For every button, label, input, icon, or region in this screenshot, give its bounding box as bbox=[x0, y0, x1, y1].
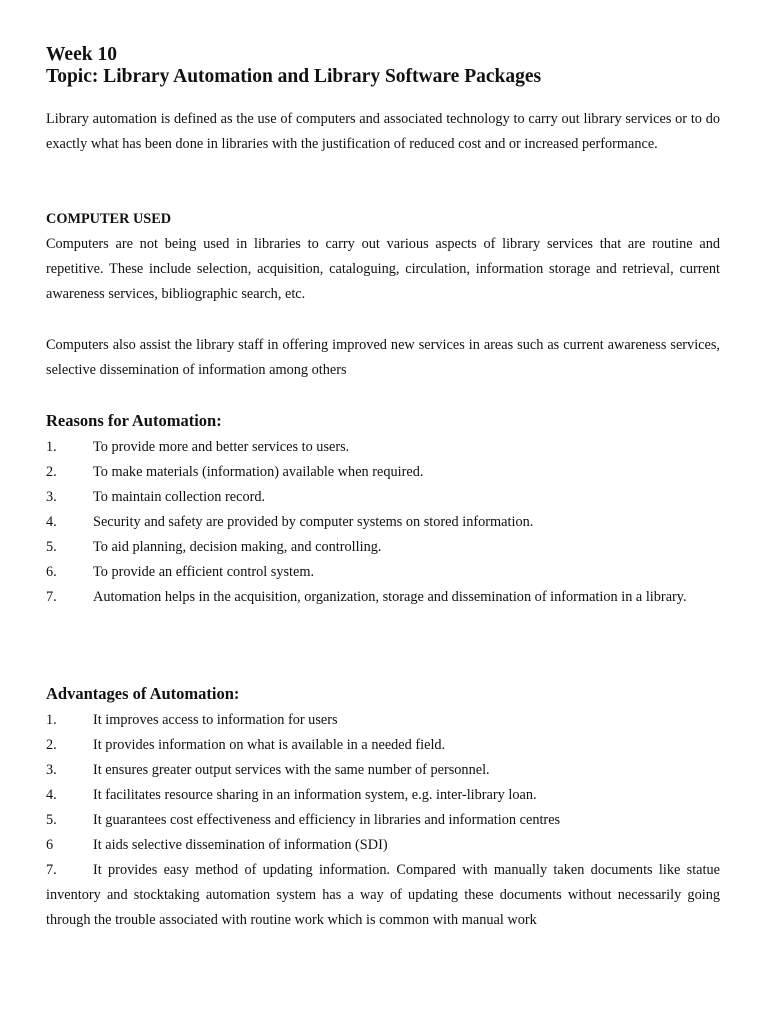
paragraph: Computers also assist the library staff in offering improved new services in areas such as current awareness services, selective dissemination of information among others bbox=[46, 337, 720, 378]
list-number: 2. bbox=[46, 737, 57, 753]
list-number: 5. bbox=[46, 812, 57, 828]
list-number: 7. bbox=[46, 862, 57, 878]
list-number: 6. bbox=[46, 564, 57, 580]
list-number: 2. bbox=[46, 464, 57, 480]
list-number: 7. bbox=[46, 589, 57, 605]
week-label: Week 10 bbox=[46, 44, 117, 65]
topic-heading: Topic: Library Automation and Library Software Packages bbox=[46, 66, 542, 87]
list-item bbox=[46, 808, 720, 833]
list-number: 1. bbox=[46, 439, 57, 455]
list-item bbox=[46, 460, 720, 485]
advantages-list bbox=[46, 708, 720, 933]
list-item bbox=[46, 833, 720, 858]
list-number: 4. bbox=[46, 787, 57, 803]
list-text: It facilitates resource sharing in an information system, e.g. inter-library loan. bbox=[93, 787, 537, 803]
list-item bbox=[46, 510, 720, 535]
list-number: 3. bbox=[46, 489, 57, 505]
list-number: 5. bbox=[46, 539, 57, 555]
list-number: 6 bbox=[46, 837, 54, 853]
list-text: To make materials (information) available when required. bbox=[93, 464, 424, 480]
list-text: It improves access to information for users bbox=[93, 712, 338, 728]
list-item bbox=[46, 733, 720, 758]
list-text: It provides easy method of updating information. Compared with manually taken documents like statue inventory and stocktaking automation system has a way of updating these documents without necessarily going through the trouble associated with routine work which is common with manual work bbox=[46, 862, 720, 928]
section-heading: Reasons for Automation: bbox=[46, 411, 222, 430]
list-item bbox=[46, 858, 720, 933]
intro-paragraph: Library automation is defined as the use of computers and associated technology to carry out library services or to do exactly what has been done in libraries with the justification of reduced cost and or increased performance. bbox=[46, 111, 720, 152]
document-title bbox=[46, 44, 720, 88]
list-item bbox=[46, 783, 720, 808]
list-text: To provide an efficient control system. bbox=[93, 564, 315, 580]
section-heading: COMPUTER USED bbox=[46, 211, 172, 227]
list-text: It guarantees cost effectiveness and efficiency in libraries and information centres bbox=[93, 812, 561, 828]
list-text: It aids selective dissemination of information (SDI) bbox=[93, 837, 388, 853]
list-text: Security and safety are provided by computer systems on stored information. bbox=[93, 514, 534, 530]
list-item bbox=[46, 708, 720, 733]
list-text: To maintain collection record. bbox=[93, 489, 266, 505]
list-item bbox=[46, 758, 720, 783]
list-item bbox=[46, 535, 720, 560]
paragraph: Computers are not being used in libraries to carry out various aspects of library services that are routine and repetitive. These include selection, acquisition, cataloguing, circulation, information storage and retrieval, current awareness services, bibliographic search, etc. bbox=[46, 236, 720, 302]
list-text: To provide more and better services to users. bbox=[93, 439, 350, 455]
list-number: 4. bbox=[46, 514, 57, 530]
list-number: 3. bbox=[46, 762, 57, 778]
reasons-list bbox=[46, 435, 720, 610]
list-item bbox=[46, 485, 720, 510]
list-item bbox=[46, 560, 720, 585]
list-text: Automation helps in the acquisition, organization, storage and dissemination of information in a library. bbox=[93, 589, 687, 605]
computer-used-section bbox=[46, 207, 720, 307]
list-text: To aid planning, decision making, and controlling. bbox=[93, 539, 382, 555]
list-text: It provides information on what is available in a needed field. bbox=[93, 737, 446, 753]
list-item bbox=[46, 585, 720, 610]
section-heading: Advantages of Automation: bbox=[46, 684, 240, 703]
list-number: 1. bbox=[46, 712, 57, 728]
list-item bbox=[46, 435, 720, 460]
list-text: It ensures greater output services with the same number of personnel. bbox=[93, 762, 490, 778]
